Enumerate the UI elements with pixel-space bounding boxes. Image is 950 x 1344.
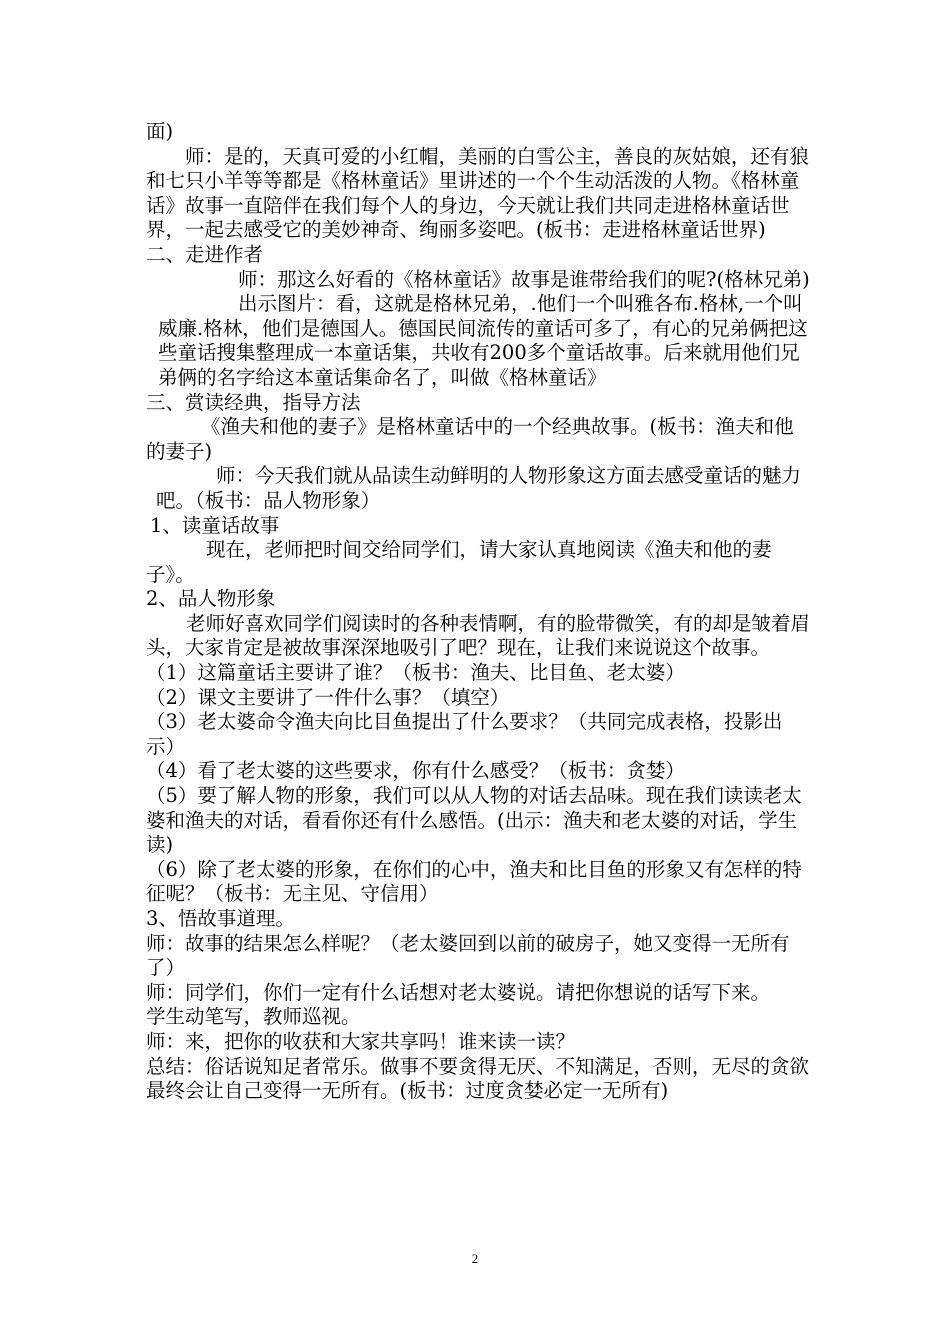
paragraph-share: 师：来，把你的收获和大家共享吗！谁来读一读？ <box>146 1029 576 1053</box>
question-3: （3）老太婆命令渔夫向比目鱼提出了什么要求？（共同完成表格，投影出示） <box>146 710 783 758</box>
document-body <box>146 120 811 1104</box>
question-1: （1）这篇童话主要讲了谁？（板书：渔夫、比目鱼、老太婆） <box>146 661 685 685</box>
paragraph-write: 师：同学们，你们一定有什么话想对老太婆说。请把你想说的话写下来。 <box>146 980 771 1004</box>
subheading-moral: 3、悟故事道理。 <box>146 907 295 930</box>
question-5: （5）要了解人物的形象，我们可以从人物的对话去品味。现在我们读读老太婆和渔夫的对话，看看你还有什么感悟。(出示：渔夫和老太婆的对话，学生读) <box>146 784 802 857</box>
paragraph-expressions: 老师好喜欢同学们阅读时的各种表情啊，有的脸带微笑，有的却是皱着眉头，大家肯定是被故事深深地吸引了吧？现在，让我们来说说这个故事。 <box>146 611 811 660</box>
paragraph-summary: 总结：俗话说知足者常乐。做事不要贪得无厌、不知满足，否则，无尽的贪欲最终会让自己变得一无所有。(板书：过度贪婪必定一无所有) <box>146 1054 810 1103</box>
page-number: 2 <box>471 1251 479 1266</box>
paragraph-students-write: 学生动笔写，教师巡视。 <box>146 1005 361 1029</box>
paragraph-continuation: 面) <box>146 120 174 143</box>
paragraph-read-instruction: 现在，老师把时间交给同学们，请大家认真地阅读《渔夫和他的妻子》。 <box>146 538 772 586</box>
subheading-read-story: 1、读童话故事 <box>150 513 280 537</box>
section-heading-reading: 三、赏读经典，指导方法 <box>146 390 361 414</box>
paragraph-intro: 师：是的，天真可爱的小红帽，美丽的白雪公主，善良的灰姑娘，还有狼和七只小羊等等都是《格林童话》里讲述的一个个生动活泼的人物。《格林童话》故事一直陪伴在我们每个人的身边，今天就让我们共同走进格林童话世界，一起去感受它的美妙神奇、绚丽多姿吧。(板书：走进格林童话世界) <box>146 144 810 242</box>
subheading-character: 2、品人物形象 <box>146 587 276 611</box>
section-heading-author: 二、走进作者 <box>146 242 264 266</box>
paragraph-character-image: 师：今天我们就从品读生动鲜明的人物形象这方面去感受童话的魅力吧。（板书：品人物形象） <box>156 464 802 512</box>
paragraph-grimm-brothers: 出示图片：看，这就是格林兄弟，.他们一个叫雅各布.格林,一个叫威廉.格林，他们是德国人。德国民间流传的童话可多了，有心的兄弟俩把这些童话搜集整理成一本童话集，共收有200多个童话故事。后来就用他们兄弟俩的名字给这本童话集命名了，叫做《格林童话》 <box>158 292 808 389</box>
paragraph-question: 师：那这么好看的《格林童话》故事是谁带给我们的呢?(格林兄弟) <box>238 267 810 291</box>
paragraph-ending: 师：故事的结果怎么样呢？（老太婆回到以前的破房子，她又变得一无所有了） <box>146 931 790 980</box>
question-4: （4）看了老太婆的这些要求，你有什么感受？（板书：贪婪） <box>146 759 685 783</box>
paragraph-classic-story: 《渔夫和他的妻子》是格林童话中的一个经典故事。(板书：渔夫和他的妻子) <box>146 415 794 463</box>
question-2: （2）课文主要讲了一件什么事？（填空） <box>146 685 510 709</box>
question-6: （6）除了老太婆的形象，在你们的心中，渔夫和比目鱼的形象又有怎样的特征呢？（板书：无主见、守信用） <box>146 857 802 906</box>
